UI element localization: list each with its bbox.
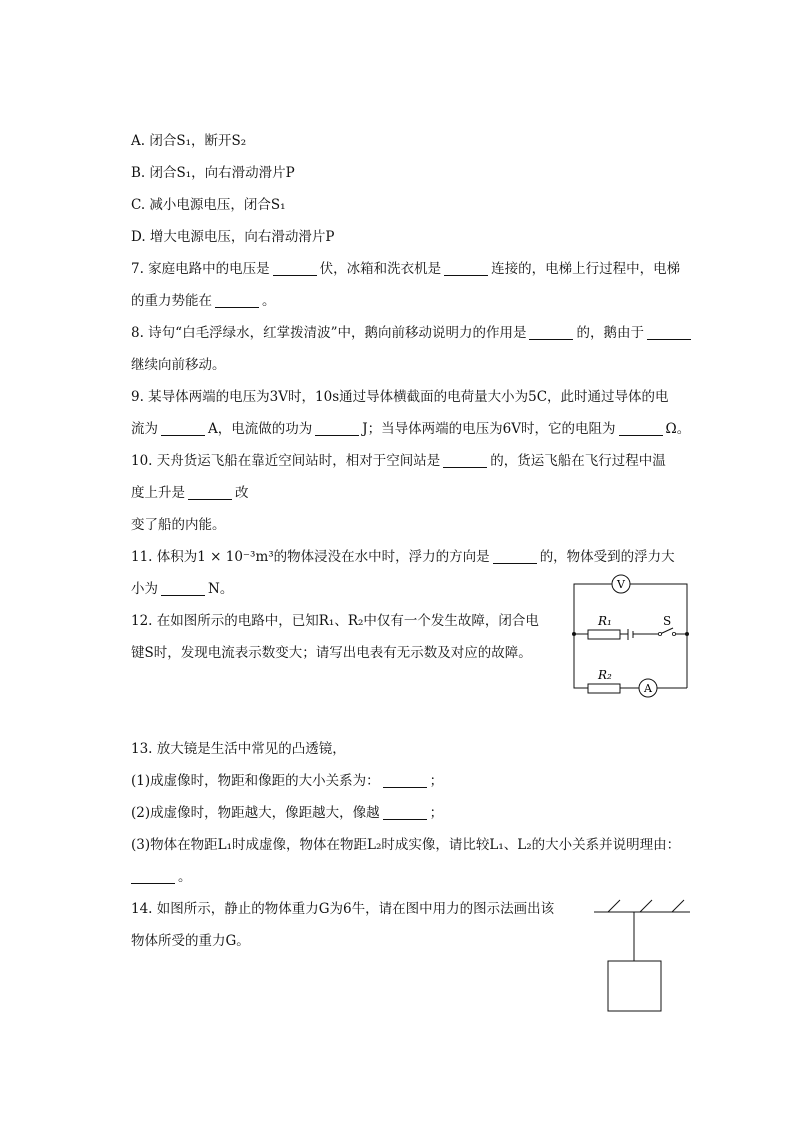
question-11-line-1: 11. 体积为1 × 10⁻³m³的物体浸没在水中时，浮力的方向是 的，物体受到的浮力大 [131, 549, 675, 565]
answer-blank[interactable] [383, 805, 427, 820]
answer-blank[interactable] [647, 325, 691, 340]
r2-label: R₂ [598, 668, 612, 682]
question-14-line-1: 14. 如图所示，静止的物体重力G为6牛，请在图中用力的图示法画出该 [131, 901, 555, 917]
answer-blank[interactable] [619, 421, 663, 436]
question-14-line-2: 物体所受的重力G。 [131, 933, 250, 949]
answer-blank[interactable] [493, 549, 537, 564]
answer-blank[interactable] [383, 773, 427, 788]
hanging-object-diagram [590, 896, 694, 1016]
answer-blank[interactable] [315, 421, 359, 436]
option-c: C. 减小电源电压，闭合S₁ [131, 197, 286, 213]
switch-contact [658, 632, 661, 635]
answer-blank[interactable] [215, 293, 259, 308]
switch-contact [672, 632, 675, 635]
answer-blank[interactable] [131, 869, 175, 884]
question-10-line-1: 10. 天舟货运飞船在靠近空间站时，相对于空间站是 的，货运飞船在飞行过程中温 [131, 453, 666, 469]
svg-text:V: V [617, 578, 625, 591]
answer-blank[interactable] [273, 261, 317, 276]
question-13-line-3: (2)成虚像时，物距越大，像距越大，像越 ； [131, 805, 444, 821]
question-13-line-5: 。 [131, 867, 192, 887]
answer-blank[interactable] [444, 261, 488, 276]
switch-label: S [663, 614, 672, 628]
question-9-line-2: 流为 A，电流做的功为 J；当导体两端的电压为6V时，它的电阻为 Ω。 [131, 421, 691, 437]
question-12-line-1: 12. 在如图所示的电路中，已知R₁、R₂中仅有一个发生故障，闭合电 [131, 613, 539, 629]
option-a: A. 闭合S₁，断开S₂ [131, 133, 247, 149]
question-8-line-2: 继续向前移动。 [131, 357, 226, 373]
object-box [608, 961, 661, 1011]
answer-blank[interactable] [161, 421, 205, 436]
question-12-line-2: 键S时，发现电流表示数变大；请写出电表有无示数及对应的故障。 [131, 645, 532, 661]
answer-blank[interactable] [188, 485, 232, 500]
answer-blank[interactable] [529, 325, 573, 340]
question-8-line-1: 8. 诗句“白毛浮绿水，红掌拨清波”中，鹅向前移动说明力的作用是 的，鹅由于 [131, 323, 694, 343]
question-13-line-2: (1)成虚像时，物距和像距的大小关系为： ； [131, 773, 444, 789]
question-13-line-1: 13. 放大镜是生活中常见的凸透镜， [131, 741, 346, 757]
question-10-line-2: 度上升是 改 [131, 485, 249, 501]
ammeter-icon [639, 679, 657, 697]
junction-node [572, 632, 576, 636]
question-7-line-1: 7. 家庭电路中的电压是 伏，冰箱和洗衣机是 连接的，电梯上行过程中，电梯 [131, 261, 681, 277]
option-b: B. 闭合S₁，向右滑动滑片P [131, 165, 295, 181]
circuit-diagram [566, 572, 698, 698]
question-10-line-3: 变了船的内能。 [131, 517, 226, 533]
question-13-line-4: (3)物体在物距L₁时成虚像，物体在物距L₂时成实像，请比较L₁、L₂的大小关系并说明理由： [131, 837, 681, 853]
answer-blank[interactable] [161, 581, 205, 596]
option-d: D. 增大电源电压，向右滑动滑片P [131, 229, 335, 245]
question-7-line-2: 的重力势能在 。 [131, 293, 276, 309]
question-9-line-1: 9. 某导体两端的电压为3V时，10s通过导体横截面的电荷量大小为5C，此时通过导体的电 [131, 389, 669, 405]
r1-label: R₁ [598, 614, 612, 628]
answer-blank[interactable] [443, 453, 487, 468]
svg-text:A: A [644, 682, 652, 695]
question-11-line-2: 小为 N。 [131, 581, 234, 597]
voltmeter-icon [612, 575, 630, 593]
junction-node [685, 632, 689, 636]
